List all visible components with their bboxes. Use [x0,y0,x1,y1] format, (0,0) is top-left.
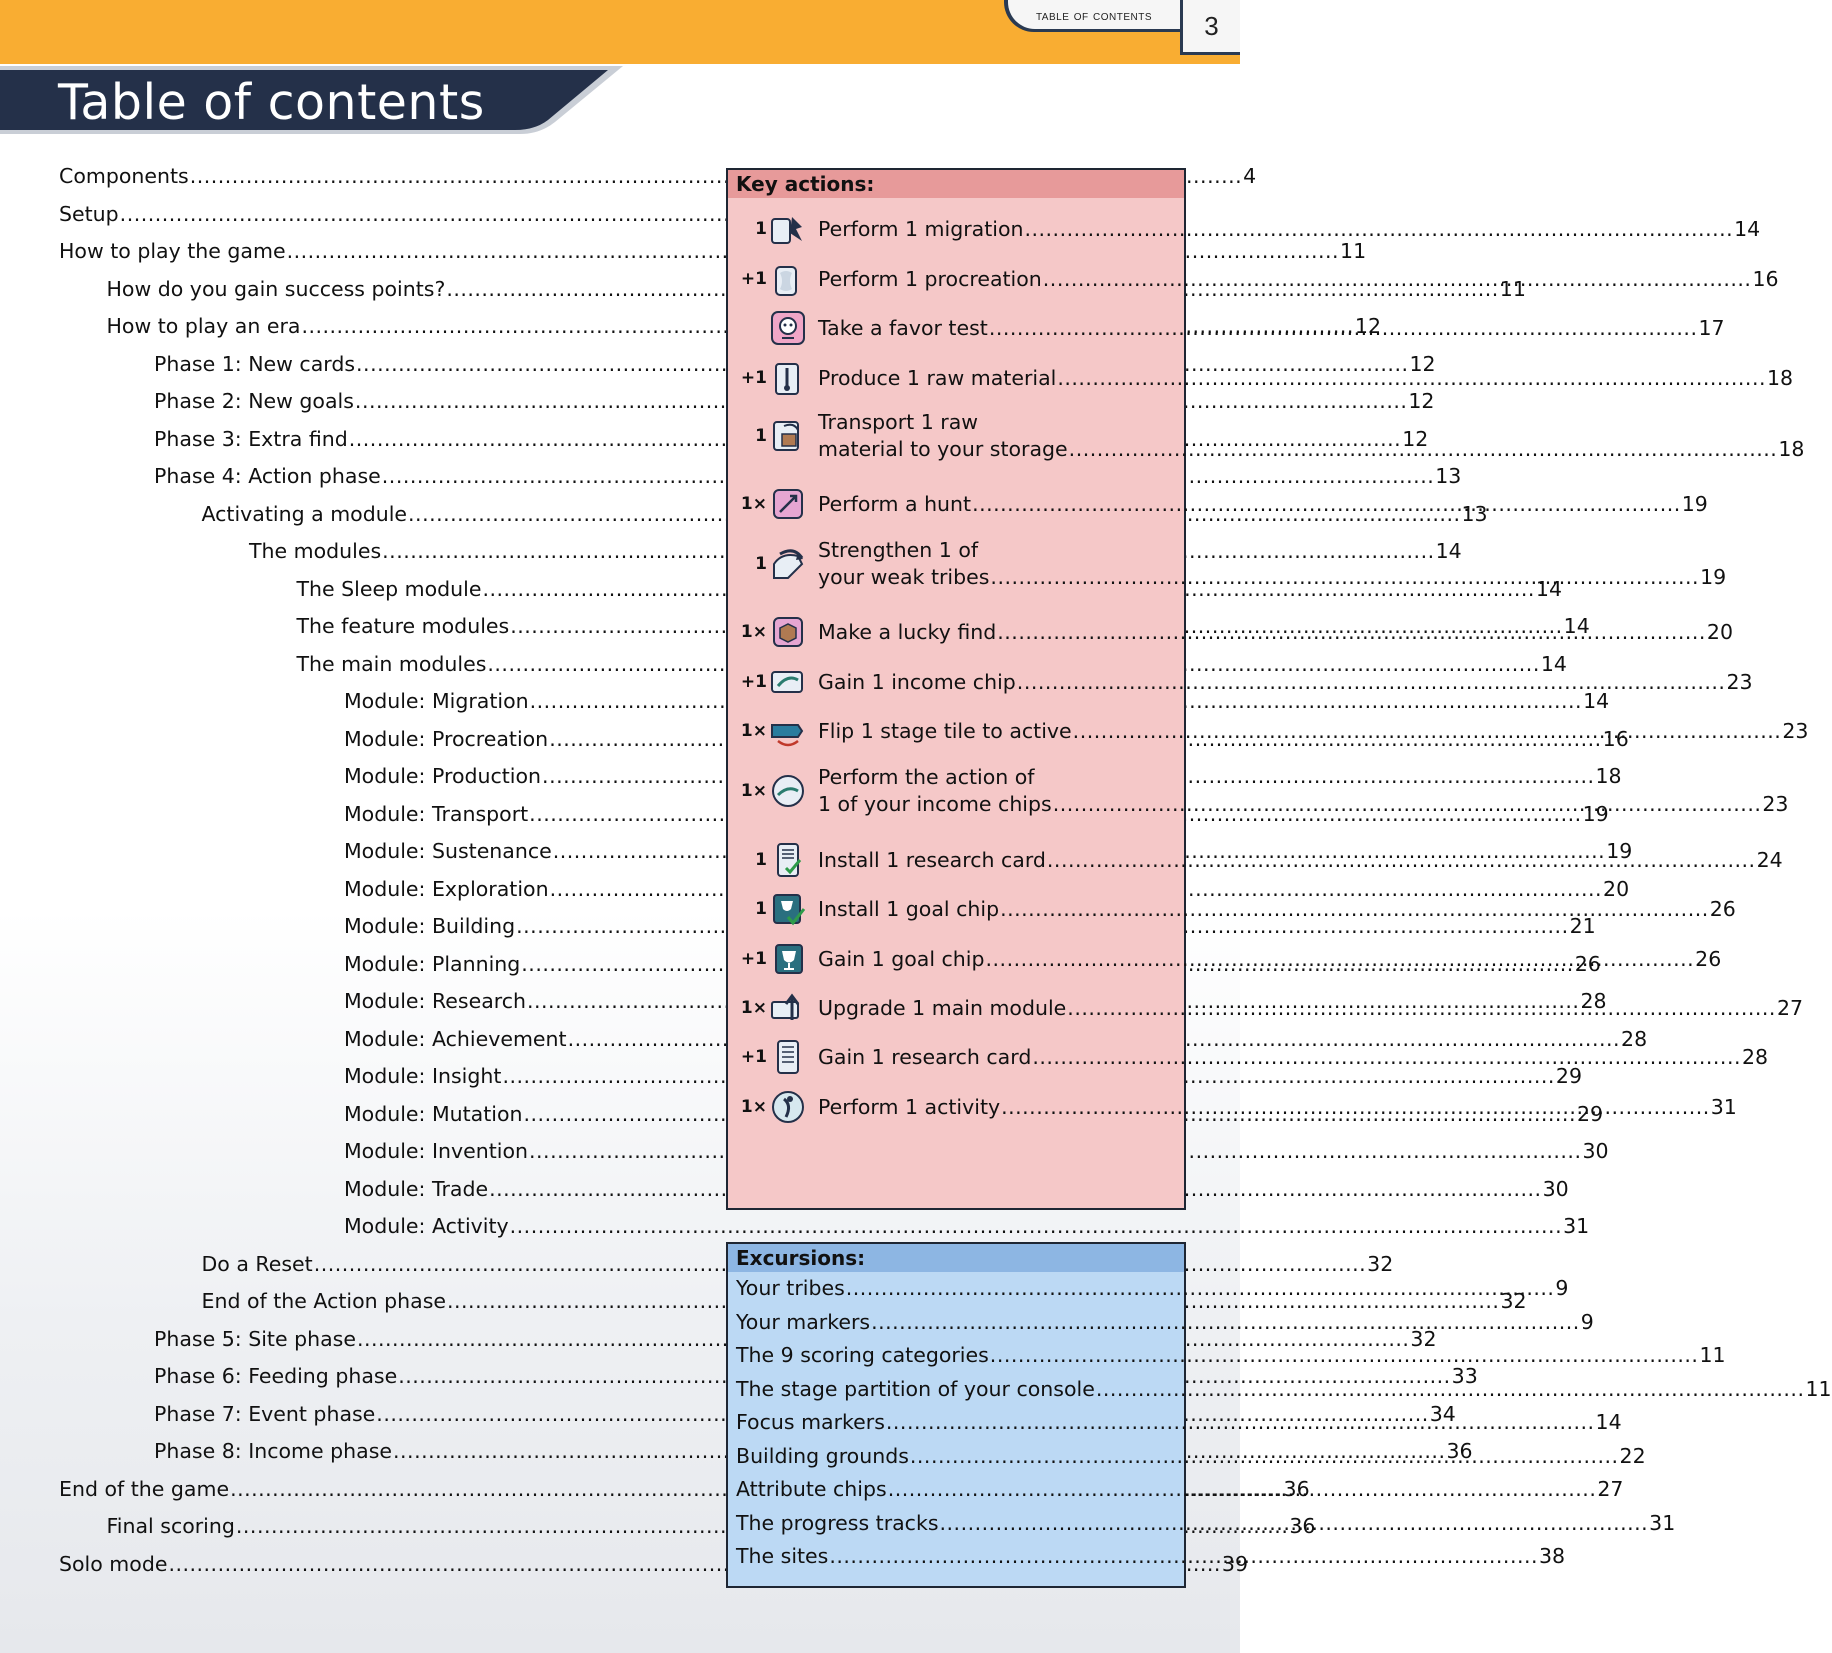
key-action-line [818,365,1793,392]
key-action-text [818,1044,1768,1071]
key-action-label: Perform 1 procreation [818,266,1042,291]
toc-entry-page: 12 [1402,426,1429,451]
toc-entry-page: 28 [1580,989,1607,1013]
toc-entry-page: 12 [1354,314,1381,338]
key-action-text [818,995,1803,1022]
key-action-line [818,216,1760,243]
dot-leader [510,1214,1562,1238]
dot-leader [990,564,1699,591]
key-action-text [818,764,1788,818]
key-action-icon-wrap [738,770,808,812]
toc-entry-label: Module: Migration [344,689,529,713]
excursion-page: 31 [1649,1510,1676,1535]
toc-entry[interactable] [344,1139,1609,1169]
key-action-label: 1 of your income chips [818,792,1052,816]
toc-entry-label: Module: Building [344,914,516,938]
key-action-line [818,491,1708,518]
toc-entry-label: Do a Reset [201,1251,313,1276]
key-action-icon-wrap [738,661,808,703]
key-action-prefix: 1× [740,998,767,1018]
key-action-text [818,216,1760,243]
toc-entry-label: Module: Exploration [344,876,549,901]
toc-entry-label: Module: Activity [344,1214,509,1238]
toc-entry[interactable] [201,1289,1527,1319]
excursion-label: Building grounds [736,1443,909,1468]
key-action-text [818,409,1804,463]
key-action-icon-wrap [738,839,808,881]
toc-entry-page: 4 [1243,164,1257,188]
lucky-find-icon [768,612,808,652]
key-action-label: Gain 1 income chip [818,669,1016,694]
key-action-page: 27 [1776,995,1804,1020]
key-action-label: Install 1 research card [818,847,1046,872]
dot-leader [1069,436,1778,463]
toc-entry[interactable] [344,689,1610,719]
key-action-text [818,619,1733,646]
key-action-text [818,847,1783,874]
key-action-icon-wrap [738,1086,808,1128]
key-action-icon-wrap [738,710,808,752]
key-action-prefix: +1 [740,368,767,388]
excursion-label: The progress tracks [736,1510,939,1535]
toc-entry-label: The Sleep module [296,576,482,601]
section-tab [1004,0,1180,32]
dot-leader [1032,1044,1741,1071]
activity-icon [768,1087,808,1127]
key-action-icon-wrap [738,357,808,399]
excursion-label: Your tribes [736,1276,845,1300]
dot-leader [1053,791,1762,818]
key-action-label: Take a favor test [818,315,988,340]
key-action-line [818,791,1788,818]
toc-entry-page: 33 [1451,1364,1478,1388]
toc-entry-label: The feature modules [296,614,510,638]
toc-entry-page: 34 [1429,1401,1456,1426]
toc-entry-page: 12 [1408,389,1435,413]
key-action-prefix: +1 [740,269,767,289]
toc-entry-page: 36 [1283,1476,1310,1501]
flip-stage-icon [768,711,808,751]
toc-entry-label: Module: Planning [344,951,521,976]
key-action-page: 19 [1681,491,1708,516]
key-action-text [818,946,1721,973]
key-action-label: Gain 1 research card [818,1044,1032,1069]
key-action-item[interactable] [738,938,1722,980]
dot-leader [972,491,1681,518]
toc-entry-page: 29 [1576,1101,1604,1126]
excursion-page: 38 [1539,1544,1566,1568]
key-action-line [818,409,1804,436]
gain-research-icon [768,1037,808,1077]
toc-entry-label: Phase 8: Income phase [154,1439,393,1463]
key-action-icon-wrap [738,938,808,980]
toc-entry-page: 30 [1542,1176,1569,1201]
toc-entry-label: Solo mode [59,1551,168,1576]
key-action-icon-wrap [738,611,808,653]
toc-entry-label: How to play an era [106,314,301,338]
toc-entry-label: Setup [59,201,119,226]
goal-chip-icon [768,939,808,979]
key-action-line [818,266,1779,293]
toc-entry-page: 19 [1606,839,1633,863]
dot-leader [990,1343,1699,1367]
dot-leader [888,1477,1597,1501]
dot-leader [986,946,1695,973]
toc-entry-page: 31 [1563,1214,1590,1238]
toc-entry-page: 32 [1410,1326,1437,1351]
excursion-page: 9 [1580,1309,1594,1334]
dot-leader [1057,365,1766,392]
toc-entry-page: 39 [1221,1551,1249,1576]
dot-leader [940,1511,1649,1535]
toc-entry-label: How do you gain success points? [106,276,446,301]
key-action-page: 23 [1782,718,1809,743]
key-action-label: Perform the action of [818,765,1035,789]
key-action-line [818,718,1808,745]
key-action-prefix: 1 [755,899,767,919]
toc-entry-label: Module: Invention [344,1139,529,1163]
key-action-page: 31 [1710,1094,1737,1119]
dot-leader [886,1410,1595,1434]
toc-entry-page: 14 [1583,689,1610,713]
toc-entry-label: Phase 5: Site phase [154,1326,356,1351]
key-action-icon-wrap [738,543,808,585]
excursion-label: Focus markers [736,1410,885,1434]
toc-entry-page: 16 [1602,726,1629,751]
key-action-line [818,619,1733,646]
key-action-text [818,365,1793,392]
dot-leader [997,619,1706,646]
key-action-label: Flip 1 stage tile to active [818,718,1072,743]
toc-entry-page: 36 [1289,1514,1316,1538]
key-action-page: 16 [1752,266,1779,291]
toc-entry-label: End of the Action phase [201,1289,446,1313]
key-action-page: 14 [1734,216,1761,241]
favor-test-icon [768,308,808,348]
key-action-line [818,537,1726,564]
key-action-line [818,564,1726,591]
key-action-icon-wrap [738,987,808,1029]
page-title: Table of contents [58,74,485,131]
toc-entry-page: 20 [1603,876,1630,901]
key-action-icon-wrap [738,307,808,349]
toc-entry-label: Module: Procreation [344,726,549,751]
key-action-label: Gain 1 goal chip [818,946,985,971]
key-action-prefix: 1 [755,850,767,870]
key-action-line [818,436,1804,463]
toc-entry-page: 36 [1446,1439,1473,1463]
toc-entry-page: 13 [1461,501,1488,526]
key-action-icon-wrap [738,1036,808,1078]
toc-entry-label: Phase 3: Extra find [154,426,348,451]
excursion-page: 9 [1555,1276,1569,1300]
dot-leader [910,1444,1619,1468]
toc-entry-page: 14 [1435,539,1462,563]
key-action-text [818,669,1753,696]
key-action-text [818,266,1779,293]
toc-entry-label: The main modules [296,651,487,676]
key-actions-heading: Key actions: [728,170,1184,198]
key-action-line [818,1094,1737,1121]
toc-entry-page: 32 [1500,1289,1527,1313]
toc-entry-label: Module: Transport [344,801,529,826]
key-action-label: Strengthen 1 of [818,538,979,562]
production-icon [768,358,808,398]
dot-leader [1000,896,1709,923]
section-tab-label: table of contents [1035,6,1153,23]
toc-entry-label: Module: Research [344,989,526,1013]
key-action-prefix: 1 [755,219,767,239]
income-chip-icon [768,662,808,702]
key-action-label: Make a lucky find [818,619,997,644]
upgrade-module-icon [768,988,808,1028]
dot-leader [1096,1377,1805,1401]
toc-entry-page: 32 [1367,1251,1394,1276]
toc-entry[interactable] [344,1176,1569,1207]
dot-leader [1017,669,1726,696]
toc-entry-page: 26 [1574,951,1601,976]
toc-entry[interactable] [344,876,1630,907]
toc-entry-label: Module: Mutation [344,1101,523,1126]
toc-entry-page: 14 [1535,576,1562,601]
excursion-label: The 9 scoring categories [736,1343,989,1367]
excursion-page: 14 [1595,1410,1622,1434]
key-action-prefix: 1× [740,1097,767,1117]
toc-entry-page: 29 [1555,1064,1582,1088]
key-action-text [818,491,1708,518]
income-action-icon [768,771,808,811]
key-action-prefix: 1 [755,426,767,446]
key-action-text [818,315,1725,342]
toc-entry-label: Phase 6: Feeding phase [154,1364,398,1388]
toc-entry-label: How to play the game [59,239,286,263]
toc-entry-label: Phase 2: New goals [154,389,354,413]
toc-entry-page: 30 [1582,1139,1609,1163]
toc-entry[interactable] [59,202,667,232]
key-action-page: 23 [1762,792,1789,816]
toc-entry-label: Final scoring [106,1514,235,1538]
key-action-line [818,896,1736,923]
excursion-page: 11 [1805,1376,1832,1401]
toc-entry-page: 18 [1595,764,1622,788]
key-action-line [818,669,1753,696]
key-action-label: your weak tribes [818,565,990,589]
key-action-prefix: +1 [740,949,767,969]
toc-entry-label: Module: Insight [344,1064,502,1088]
page-number-box [1180,0,1240,55]
toc-entry-page: 14 [1563,614,1590,638]
key-action-prefix: 1× [740,494,767,514]
strengthen-icon [768,544,808,584]
toc-entry[interactable] [154,389,1435,419]
key-action-label: Install 1 goal chip [818,896,1000,921]
excursion-page: 27 [1597,1477,1624,1501]
key-action-text [818,718,1808,745]
key-action-prefix: +1 [740,672,767,692]
key-action-label: Produce 1 raw material [818,365,1057,390]
toc-entry-label: Phase 7: Event phase [154,1401,376,1426]
toc-entry[interactable] [154,464,1462,494]
key-action-prefix: 1 [755,554,767,574]
hunt-icon [768,484,808,524]
key-action-prefix: 1× [740,781,767,801]
goal-chip-install-icon [768,889,808,929]
excursion-label: The sites [736,1544,829,1568]
key-action-icon-wrap [738,208,808,250]
key-action-page: 26 [1709,896,1736,921]
key-action-label: Perform 1 activity [818,1094,1001,1119]
key-action-label: Transport 1 raw [818,410,979,434]
excursion-page: 22 [1619,1443,1646,1468]
toc-entry[interactable] [344,1214,1590,1244]
toc-entry-page: 11 [1499,276,1526,301]
excursions-heading: Excursions: [728,1244,1184,1272]
key-action-prefix: 1× [740,721,767,741]
dot-leader [1001,1094,1710,1121]
key-action-page: 26 [1695,946,1722,971]
key-action-page: 19 [1700,565,1727,589]
key-action-item[interactable] [738,208,1761,250]
key-action-line [818,847,1783,874]
toc-entry-page: 28 [1621,1026,1648,1051]
excursion-label: Your markers [736,1309,871,1334]
key-action-label: Perform 1 migration [818,216,1024,241]
key-action-label: Perform a hunt [818,491,972,516]
toc-entry-label: Components [59,164,189,188]
key-action-page: 24 [1756,847,1783,872]
dot-leader [1024,216,1733,243]
key-action-page: 23 [1726,669,1753,694]
toc-entry-page: 12 [1409,351,1436,376]
key-action-text [818,537,1726,591]
toc-entry-page: 14 [1540,651,1567,676]
key-action-icon-wrap [738,258,808,300]
key-action-icon-wrap [738,888,808,930]
dot-leader [871,1310,1580,1334]
key-action-prefix: +1 [740,1047,767,1067]
key-action-prefix: 1× [740,622,767,642]
key-action-label: material to your storage [818,437,1068,461]
migration-icon [768,209,808,249]
key-action-label: Upgrade 1 main module [818,995,1067,1020]
toc-entry-label: The modules [249,539,382,563]
key-action-page: 17 [1698,315,1725,340]
key-action-page: 28 [1741,1044,1769,1069]
key-action-page: 18 [1766,365,1794,390]
key-action-text [818,896,1736,923]
key-action-icon-wrap [738,415,808,457]
transport-icon [768,416,808,456]
page-number: 3 [1183,0,1240,52]
toc-entry-label: Module: Sustenance [344,839,552,863]
toc-entry-label: Module: Achievement [344,1026,567,1051]
key-action-text [818,1094,1737,1121]
toc-entry-page: 13 [1435,464,1462,488]
excursion-label: The stage partition of your console [736,1376,1095,1401]
toc-entry-label: Activating a module [201,501,408,526]
excursion-entry[interactable] [736,1343,1726,1373]
excursion-page: 11 [1699,1343,1726,1367]
dot-leader [1047,847,1756,874]
toc-entry-label: End of the game [59,1476,230,1501]
toc-entry-page: 11 [1340,239,1367,263]
toc-entry-label: Module: Production [344,764,542,788]
dot-leader [1067,995,1776,1022]
toc-entry-page: 21 [1569,914,1596,938]
dot-leader [1043,266,1752,293]
key-action-page: 20 [1706,619,1734,644]
toc-entry[interactable] [344,1064,1582,1094]
key-action-line [818,1044,1768,1071]
key-action-page: 18 [1778,437,1805,461]
key-action-icon-wrap [738,483,808,525]
key-action-line [818,995,1803,1022]
key-action-line [818,764,1788,791]
dot-leader [829,1544,1538,1568]
toc-entry-page: 19 [1582,801,1609,826]
procreation-icon [768,259,808,299]
toc-entry-label: Module: Trade [344,1176,489,1201]
toc-entry[interactable] [59,239,1367,269]
dot-leader [1073,718,1782,745]
dot-leader [846,1276,1555,1300]
toc-entry-label: Phase 1: New cards [154,351,356,376]
research-card-icon [768,840,808,880]
toc-entry-label: Phase 4: Action phase [154,464,381,488]
dot-leader [989,315,1698,342]
key-action-line [818,946,1721,973]
excursion-label: Attribute chips [736,1477,887,1501]
toc-entry[interactable] [344,914,1596,944]
key-action-line [818,315,1725,342]
